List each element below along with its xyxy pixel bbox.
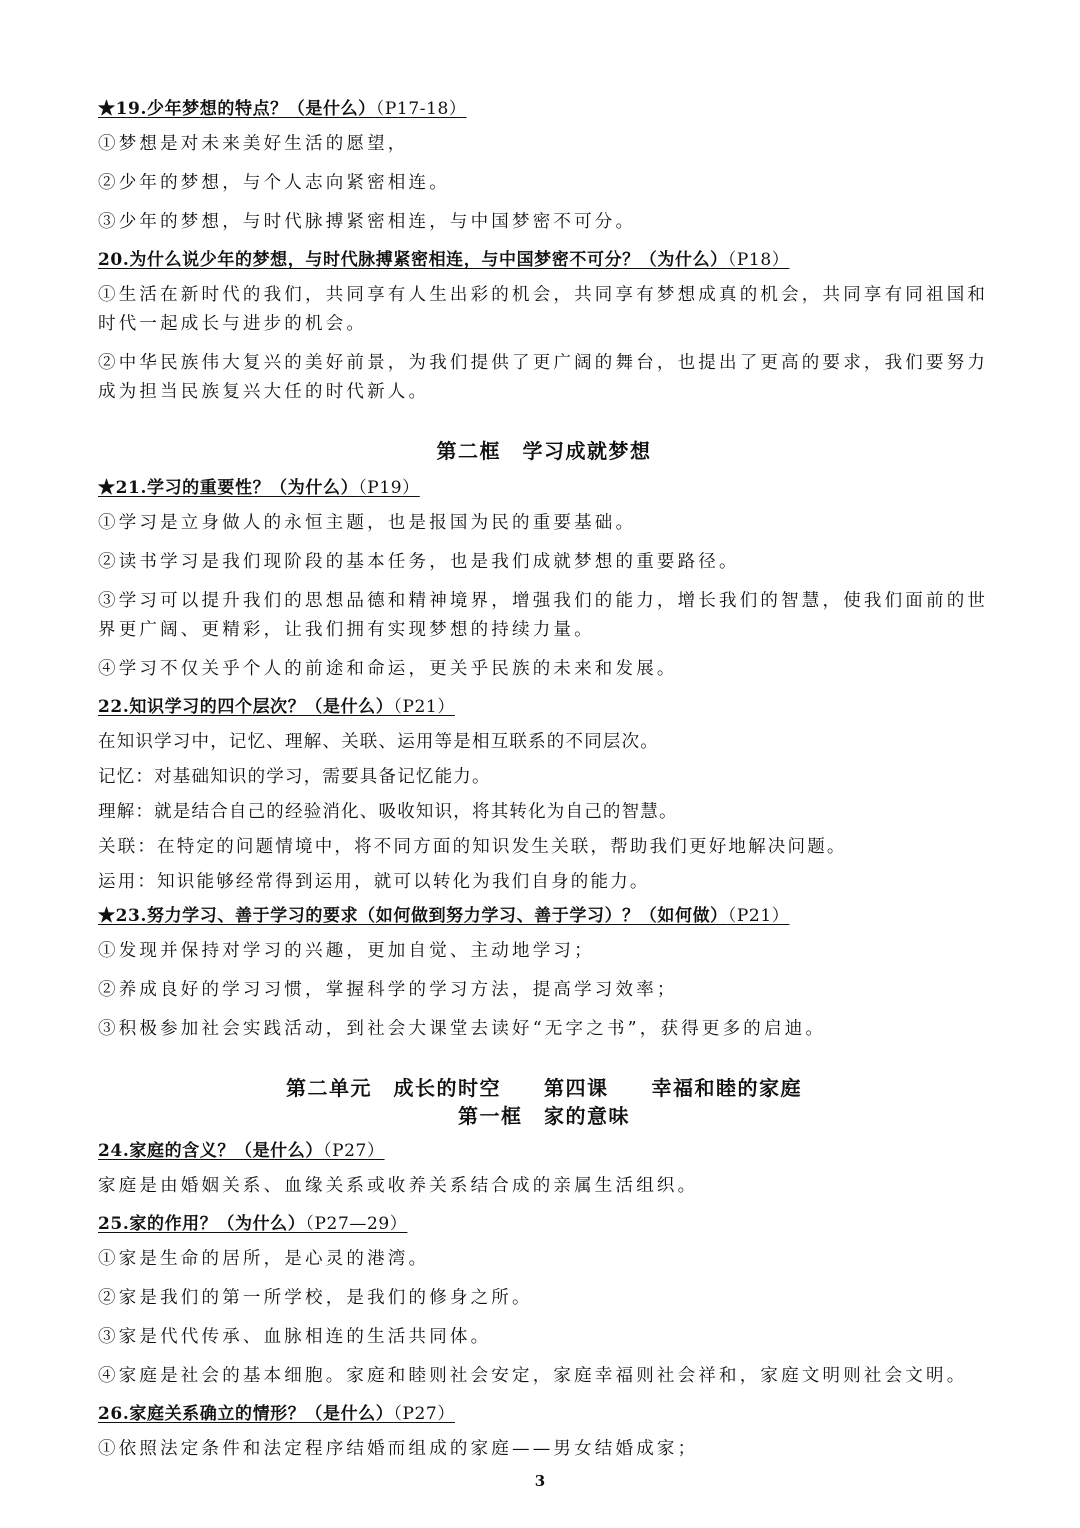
answer-23-1: ①发现并保持对学习的兴趣，更加自觉、主动地学习； [98, 941, 595, 961]
question-23-heading [98, 903, 990, 929]
answer-21-3: ③学习可以提升我们的思想品德和精神境界，增强我们的能力，增长我们的智慧，使我们面前的世界更广阔、更精彩，让我们拥有实现梦想的持续力量。 [98, 591, 989, 640]
question-20-heading [98, 247, 990, 273]
section-title-family: 第一框 家的意味 [458, 1104, 630, 1128]
answer-25-1: ①家是生命的居所，是心灵的港湾。 [98, 1249, 430, 1269]
answer-22-intro: 在知识学习中，记忆、理解、关联、运用等是相互联系的不同层次。 [98, 732, 659, 752]
answer-20-2: ②中华民族伟大复兴的美好前景，为我们提供了更广阔的舞台，也提出了更高的要求，我们要努力成为担当民族复兴大任的时代新人。 [98, 353, 989, 402]
question-21-title: ★21.学习的重要性？（为什么） [98, 478, 359, 498]
question-26-title: 26.家庭关系确立的情形？（是什么） [98, 1404, 394, 1424]
answer-25-3: ③家是代代传承、血脉相连的生活共同体。 [98, 1327, 492, 1347]
answer-21-1: ①学习是立身做人的永恒主题，也是报国为民的重要基础。 [98, 513, 637, 533]
question-23-title: ★23.努力学习、善于学习的要求（如何做到努力学习、善于学习）？（如何做） [98, 906, 728, 926]
answer-22-application: 运用：知识能够经常得到运用，就可以转化为我们自身的能力。 [98, 872, 650, 892]
question-24-title: 24.家庭的含义？（是什么） [98, 1141, 323, 1161]
question-25-page-ref: （P27—29） [305, 1214, 408, 1234]
question-24-heading [98, 1138, 990, 1164]
answer-19-3: ③少年的梦想，与时代脉搏紧密相连，与中国梦密不可分。 [98, 212, 637, 232]
question-22-page-ref: （P21） [393, 697, 455, 717]
question-22-title: 22.知识学习的四个层次？（是什么） [98, 697, 394, 717]
answer-23-2: ②养成良好的学习习惯，掌握科学的学习方法，提高学习效率； [98, 980, 678, 1000]
answer-21-4: ④学习不仅关乎个人的前途和命运，更关乎民族的未来和发展。 [98, 659, 678, 679]
answer-22-understanding: 理解：就是结合自己的经验消化、吸收知识，将其转化为自己的智慧。 [98, 802, 678, 822]
question-25-title: 25.家的作用？（为什么） [98, 1214, 306, 1234]
question-19-title: ★19.少年梦想的特点？（是什么） [98, 99, 376, 119]
answer-22-association: 关联：在特定的问题情境中，将不同方面的知识发生关联，帮助我们更好地解决问题。 [98, 837, 847, 857]
question-26-page-ref: （P27） [393, 1404, 455, 1424]
question-21-page-ref: （P19） [358, 478, 420, 498]
answer-19-2: ②少年的梦想，与个人志向紧密相连。 [98, 173, 450, 193]
section-title-learning: 第二框 学习成就梦想 [436, 439, 652, 463]
question-22-heading [98, 694, 990, 720]
unit-title: 第二单元 成长的时空 第四课 幸福和睦的家庭 [286, 1076, 802, 1100]
answer-22-memory: 记忆：对基础知识的学习，需要具备记忆能力。 [98, 767, 491, 787]
answer-23-3: ③积极参加社会实践活动，到社会大课堂去读好“无字之书”，获得更多的启迪。 [98, 1019, 827, 1039]
question-23-page-ref: （P21） [727, 906, 790, 926]
question-24-page-ref: （P27） [322, 1141, 385, 1161]
question-26-heading [98, 1401, 990, 1427]
answer-24-1: 家庭是由婚姻关系、血缘关系或收养关系结合成的亲属生活组织。 [98, 1176, 699, 1196]
question-19-page-ref: （P17-18） [375, 99, 467, 119]
question-19-heading [98, 96, 990, 122]
question-20-page-ref: （P18） [727, 250, 790, 270]
answer-21-2: ②读书学习是我们现阶段的基本任务，也是我们成就梦想的重要路径。 [98, 552, 740, 572]
answer-26-1: ①依照法定条件和法定程序结婚而组成的家庭——男女结婚成家； [98, 1439, 699, 1459]
question-20-title: 20.为什么说少年的梦想，与时代脉搏紧密相连，与中国梦密不可分？（为什么） [98, 250, 728, 270]
question-25-heading [98, 1211, 990, 1237]
answer-20-1: ①生活在新时代的我们，共同享有人生出彩的机会，共同享有梦想成真的机会，共同享有同祖国和时代一起成长与进步的机会。 [98, 285, 989, 334]
question-21-heading [98, 475, 990, 501]
page-number: 3 [534, 1472, 546, 1490]
answer-25-4: ④家庭是社会的基本细胞。家庭和睦则社会安定，家庭幸福则社会祥和，家庭文明则社会文明。 [98, 1366, 968, 1386]
answer-19-1: ①梦想是对未来美好生活的愿望， [98, 134, 409, 154]
answer-25-2: ②家是我们的第一所学校，是我们的修身之所。 [98, 1288, 533, 1308]
